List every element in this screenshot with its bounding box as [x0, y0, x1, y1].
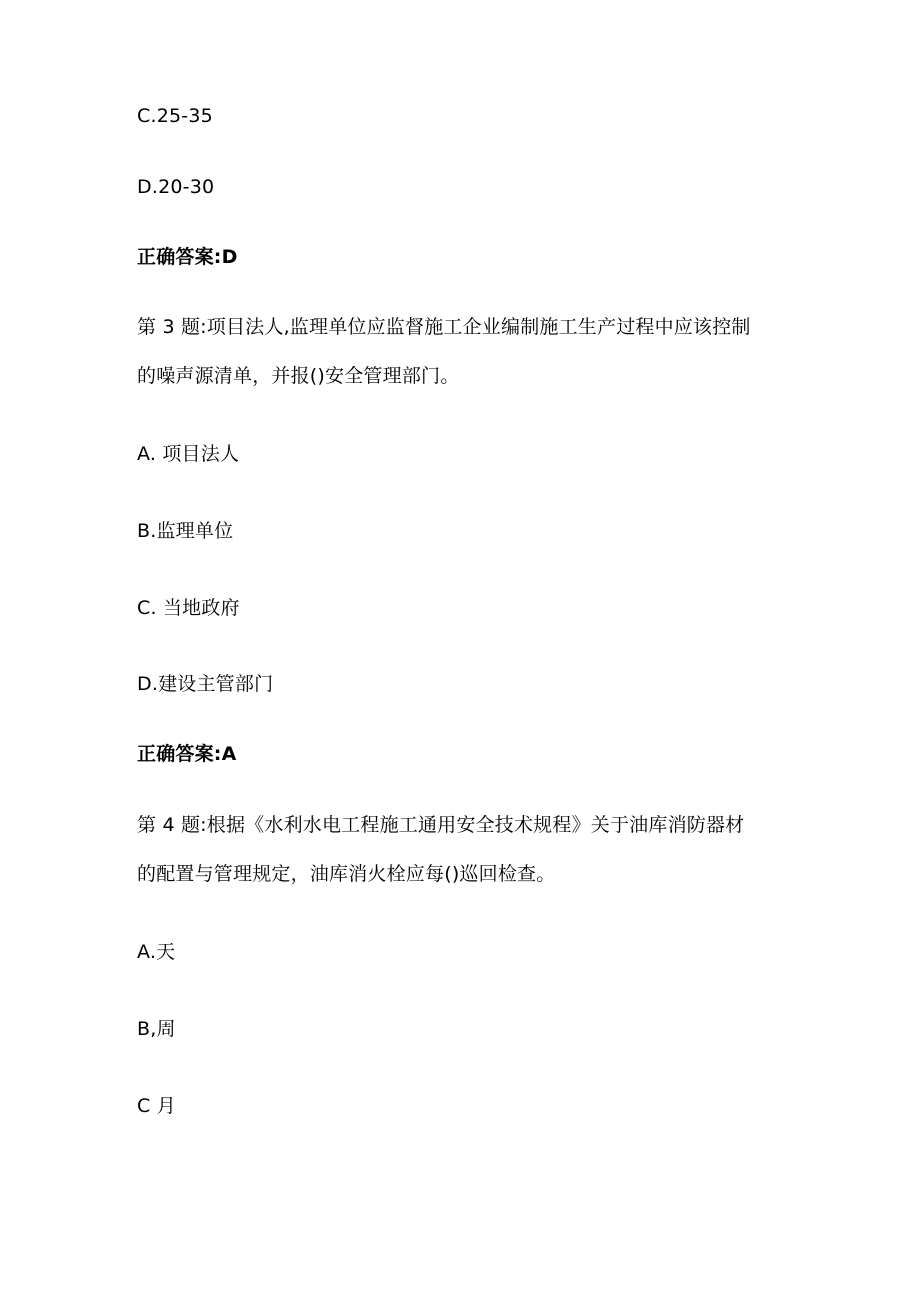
q4-stem-line-1: 第 4 题:根据《水利水电工程施工通用安全技术规程》关于油库消防器材	[137, 814, 745, 836]
q3-option-b: B.监理单位	[137, 520, 234, 542]
q3-stem-line-2: 的噪声源清单，并报()安全管理部门。	[137, 365, 460, 387]
q3-option-a: A. 项目法人	[137, 443, 240, 465]
q2-option-c: C.25-35	[137, 105, 213, 127]
q4-stem-line-2: 的配置与管理规定，油库消火栓应每()巡回检查。	[137, 863, 556, 885]
q4-option-b: B,周	[137, 1018, 176, 1040]
q3-stem-line-1: 第 3 题:项目法人,监理单位应监督施工企业编制施工生产过程中应该控制	[137, 316, 751, 338]
q3-correct-answer: 正确答案:A	[137, 743, 237, 765]
q3-option-d: D.建设主管部门	[137, 673, 274, 695]
q3-option-c: C. 当地政府	[137, 597, 240, 619]
q2-correct-answer: 正确答案:D	[137, 246, 238, 268]
q2-option-d: D.20-30	[137, 176, 215, 198]
q4-option-a: A.天	[137, 941, 176, 963]
q4-option-c: C 月	[137, 1095, 176, 1117]
